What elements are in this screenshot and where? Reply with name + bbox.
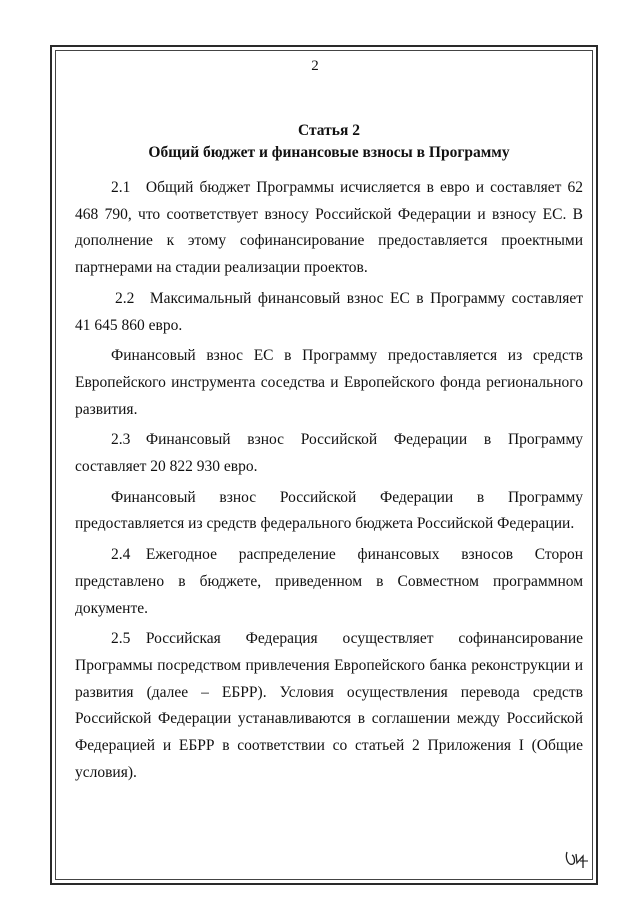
initials-signature [564,846,590,872]
paragraph-2-1: 2.1 Общий бюджет Программы исчисляется в евро и составляет 62 468 790, что соответствует взносу Российской Федерации и взносу ЕС. В дополнение к этому софинансирование предоставляется проектными партнерами на стадии реализации проектов. [75,179,583,277]
paragraph-2-3-source: Финансовый взнос Российской Федерации в Программу предоставляется из средств федерального бюджета Российской Федерации. [75,488,583,533]
page-number: 2 [311,58,319,74]
paragraph-2-2: 2.2 Максимальный финансовый взнос ЕС в Программу составляет 41 645 860 евро. [75,289,583,334]
article-body [75,175,583,790]
article-subtitle: Общий бюджет и финансовые взносы в Программу [148,144,510,161]
paragraph-2-2-source: Финансовый взнос ЕС в Программу предоставляется из средств Европейского инструмента соседства и Европейского фонда регионального развития. [75,347,583,418]
paragraph-2-4: 2.4 Ежегодное распределение финансовых взносов Сторон представлено в бюджете, приведенном в Совместном программном документе. [75,546,583,617]
paragraph-2-5: 2.5 Российская Федерация осуществляет софинансирование Программы посредством привлечения Европейского банка реконструкции и развития (далее – ЕБРР). Условия осуществления перевода средств Российской Федерации устанавливаются в соглашении между Российской Федерацией и ЕБРР в соответствии со статьей 2 Приложения I (Общие условия). [75,630,583,781]
paragraph-2-3: 2.3 Финансовый взнос Российской Федерации в Программу составляет 20 822 930 евро. [75,431,583,476]
article-title: Статья 2 [298,122,360,139]
article-heading [75,120,583,164]
